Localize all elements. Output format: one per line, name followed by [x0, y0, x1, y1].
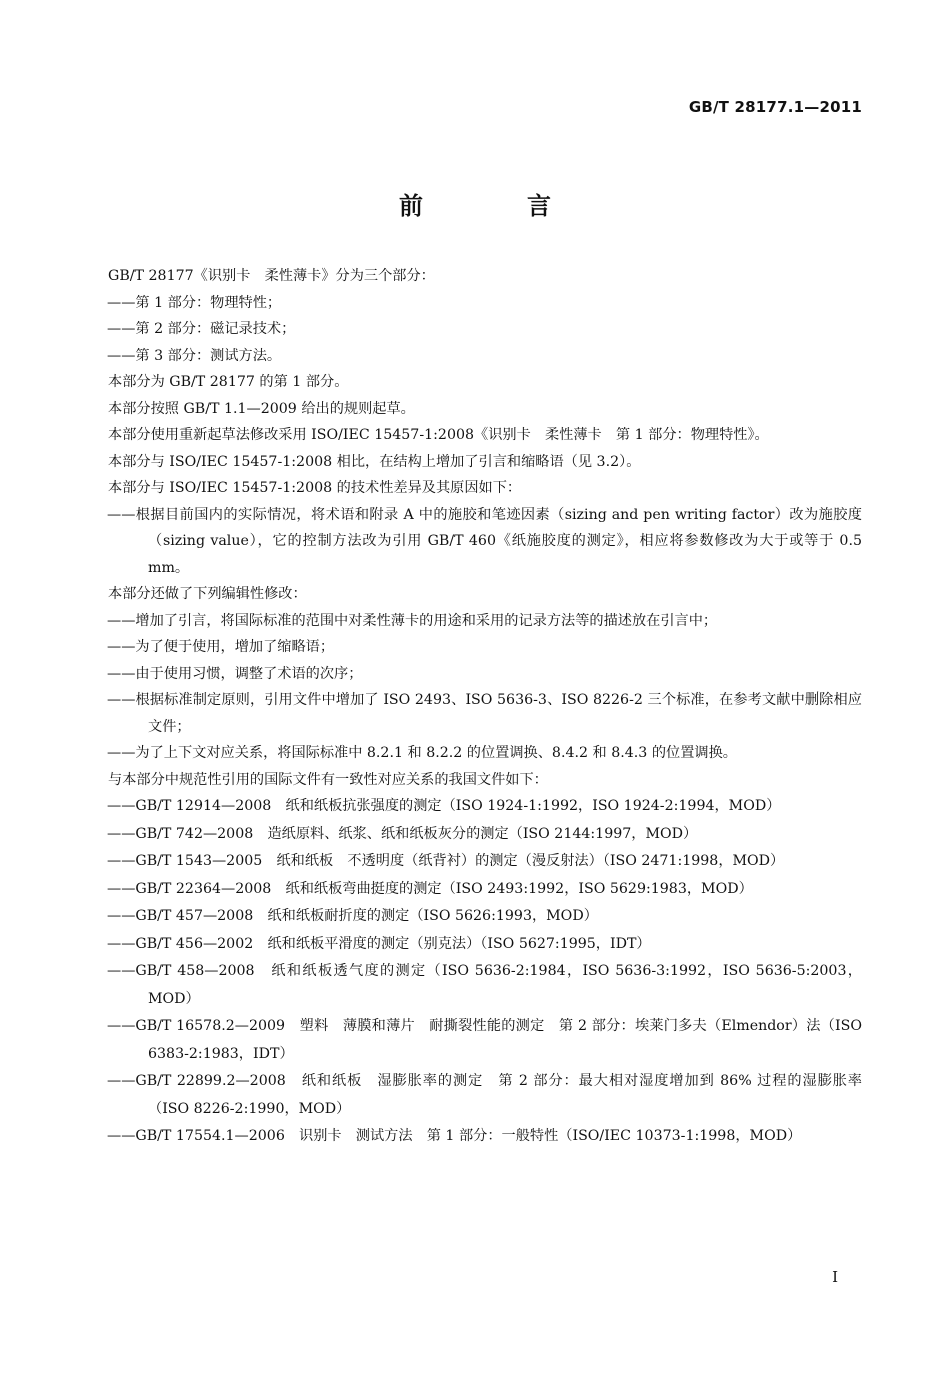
paragraph: 本部分为 GB/T 28177 的第 1 部分。	[108, 374, 349, 390]
list-item: ——GB/T 22899.2—2008 纸和纸板 湿膨胀率的测定 第 2 部分：最大相对湿度增加到 86% 过程的湿膨胀率（ISO 8226-2:1990，MOD）	[107, 1073, 862, 1117]
paragraph: 本部分按照 GB/T 1.1—2009 给出的规则起草。	[108, 400, 415, 417]
list-item: ——为了便于使用，增加了缩略语；	[107, 639, 335, 655]
paragraph: 与本部分中规范性引用的国际文件有一致性对应关系的我国文件如下：	[108, 771, 548, 788]
list-item: ——第 1 部分：物理特性；	[107, 294, 282, 311]
standard-number: GB/T 28177.1—2011	[688, 98, 862, 116]
paragraph: 本部分与 ISO/IEC 15457-1:2008 相比，在结构上增加了引言和缩略语（见 3.2）。	[108, 453, 641, 470]
list-item: ——GB/T 22364—2008 纸和纸板弯曲挺度的测定（ISO 2493:1992，ISO 5629:1983，MOD）	[107, 880, 753, 897]
page-title: 前 言	[399, 192, 591, 220]
list-item: ——GB/T 16578.2—2009 塑料 薄膜和薄片 耐撕裂性能的测定 第 2 部分：埃莱门多夫（Elmendor）法（ISO 6383-2:1983，IDT）	[107, 1018, 862, 1062]
paragraph: 本部分使用重新起草法修改采用 ISO/IEC 15457-1:2008《识别卡 柔性薄卡 第 1 部分：物理特性》。	[108, 427, 769, 443]
list-item: ——为了上下文对应关系，将国际标准中 8.2.1 和 8.2.2 的位置调换、8.4.2 和 8.4.3 的位置调换。	[107, 745, 737, 761]
list-item: ——根据标准制定原则，引用文件中增加了 ISO 2493、ISO 5636-3、ISO 8226-2 三个标准，在参考文献中删除相应文件；	[107, 692, 862, 735]
list-item: ——GB/T 12914—2008 纸和纸板抗张强度的测定（ISO 1924-1:1992，ISO 1924-2:1994，MOD）	[107, 798, 781, 814]
list-item: ——第 2 部分：磁记录技术；	[107, 321, 296, 337]
list-item: ——增加了引言，将国际标准的范围中对柔性薄卡的用途和采用的记录方法等的描述放在引言中；	[107, 612, 718, 629]
paragraph: 本部分与 ISO/IEC 15457-1:2008 的技术性差异及其原因如下：	[108, 480, 522, 496]
list-item: ——根据目前国内的实际情况，将术语和附录 A 中的施胶和笔迹因素（sizing and pen writing factor）改为施胶度（sizing value），它的控制方法改为引用 GB/T 460《纸施胶度的测定》，相应将参数修改为大于或等于 0.5 mm。	[107, 506, 862, 576]
page-number: I	[832, 1268, 838, 1286]
list-item: ——GB/T 1543—2005 纸和纸板 不透明度（纸背衬）的测定（漫反射法）（ISO 2471:1998，MOD）	[107, 853, 785, 869]
list-item: ——第 3 部分：测试方法。	[107, 347, 282, 364]
list-item: ——GB/T 742—2008 造纸原料、纸浆、纸和纸板灰分的测定（ISO 2144:1997，MOD）	[107, 825, 698, 842]
list-item: ——GB/T 456—2002 纸和纸板平滑度的测定（别克法）（ISO 5627:1995，IDT）	[107, 935, 651, 952]
list-item: ——GB/T 458—2008 纸和纸板透气度的测定（ISO 5636-2:1984，ISO 5636-3:1992，ISO 5636-5:2003，MOD）	[107, 963, 862, 1007]
foreword-body	[78, 263, 862, 1151]
list-item: ——GB/T 457—2008 纸和纸板耐折度的测定（ISO 5626:1993，MOD）	[107, 908, 598, 924]
list-item: ——GB/T 17554.1—2006 识别卡 测试方法 第 1 部分：一般特性（ISO/IEC 10373-1:1998，MOD）	[107, 1128, 802, 1144]
paragraph: GB/T 28177《识别卡 柔性薄卡》分为三个部分：	[108, 268, 435, 284]
list-item: ——由于使用习惯，调整了术语的次序；	[107, 665, 363, 682]
paragraph: 本部分还做了下列编辑性修改：	[108, 586, 307, 602]
